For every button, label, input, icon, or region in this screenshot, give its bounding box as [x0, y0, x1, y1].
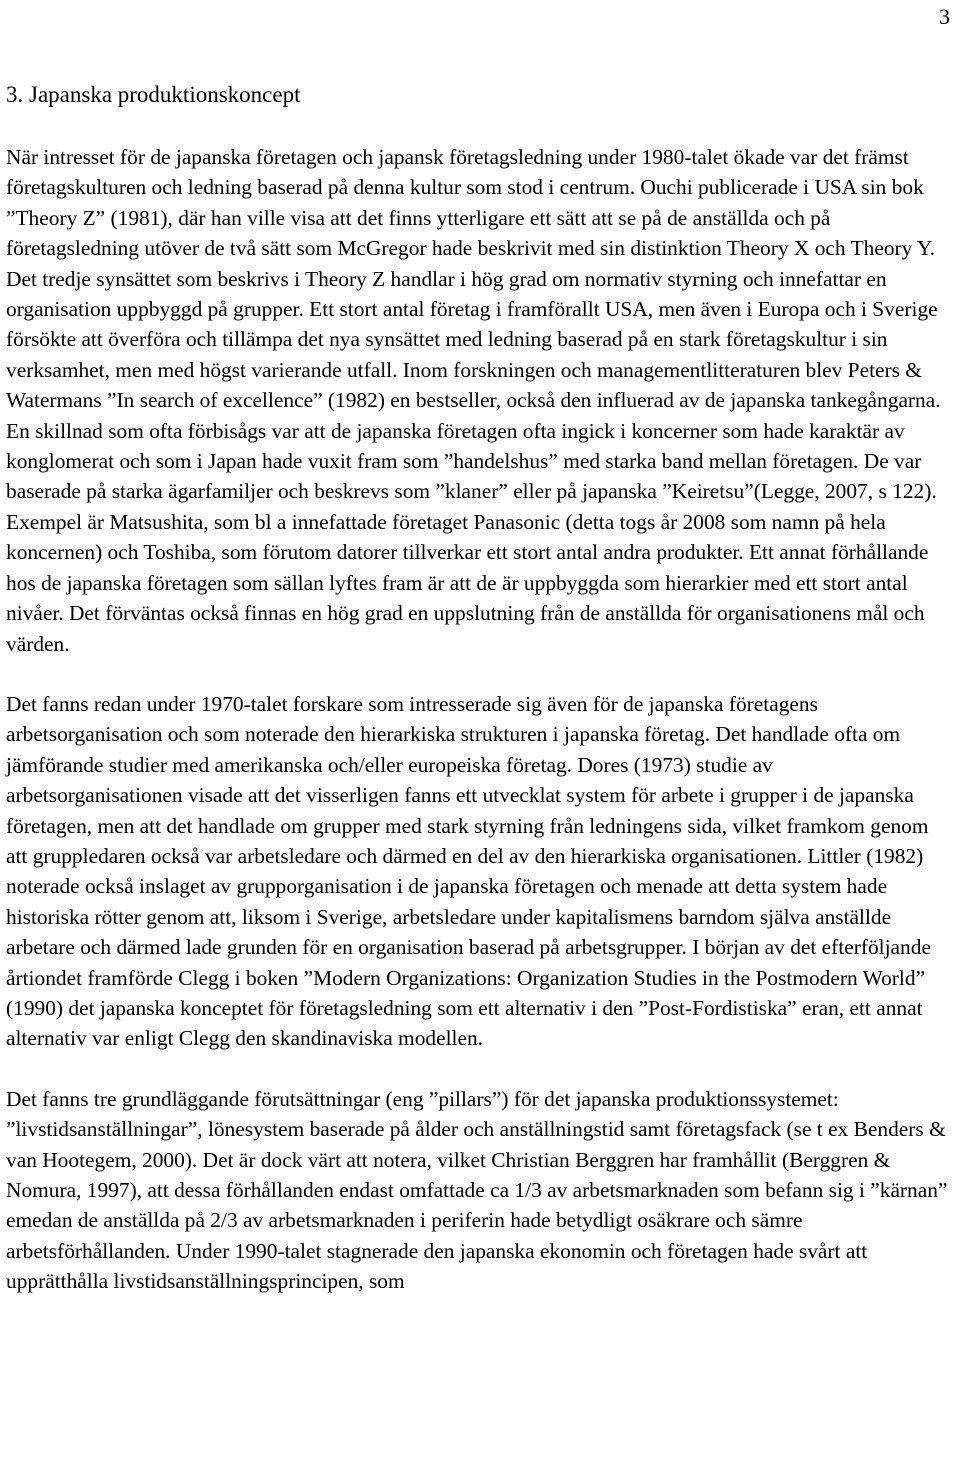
paragraph-3: Det fanns tre grundläggande förutsättningar (eng ”pillars”) för det japanska produktionssystemet: ”livstidsanställningar”, lönesystem baserade på ålder och anställningstid samt företagsfack (se t ex Benders & van Hootegem, 2000). Det är dock värt att notera, vilket Christian Berggren har framhållit (Berggren & Nomura, 1997), att dessa förhållanden endast omfattade ca 1/3 av arbetsmarknaden som befann sig i ”kärnan” emedan de anställda på 2/3 av arbetsmarknaden i periferin hade betydligt osäkrare och sämre arbetsförhållanden. Under 1990-talet stagnerade den japanska ekonomin och företagen hade svårt att upprätthålla livstidsanställningsprincipen, som [6, 1086, 948, 1294]
document-body [6, 80, 954, 1297]
paragraph-2: Det fanns redan under 1970-talet forskare som intresserade sig även för de japanska företagens arbetsorganisation och som noterade den hierarkiska strukturen i japanska företag. Det handlade ofta om jämförande studier med amerikanska och/eller europeiska företag. Dores (1973) studie av arbetsorganisationen visade att det visserligen fanns ett utvecklat system för arbete i grupper i de japanska företagen, men att det handlade om grupper med stark styrning från ledningens sida, vilket framkom genom att gruppledaren också var arbetsledare och därmed en del av den hierarkiska organisationen. Littler (1982) noterade också inslaget av grupporganisation i de japanska företagen och menade att detta system hade historiska rötter genom att, liksom i Sverige, arbetsledare under kapitalismens barndom själva anställde arbetare och därmed lade grunden för en organisation baserad på arbetsgrupper. I början av det efterföljande årtiondet framförde Clegg i boken ”Modern Organizations: Organization Studies in the Postmodern World” (1990) det japanska konceptet för företagsledning som ett alternativ i den ”Post-Fordistiska” eran, ett annat alternativ var enligt Clegg den skandinaviska modellen. [6, 691, 931, 1051]
section-heading: 3. Japanska produktionskoncept [6, 82, 301, 107]
paragraph-1: När intresset för de japanska företagen och japansk företagsledning under 1980-talet ökade var det främst företagskulturen och ledning baserad på denna kultur som stod i centrum. Ouchi publicerade i USA sin bok ”Theory Z” (1981), där han ville visa att det finns ytterligare ett sätt att se på de anställda och på företagsledning utöver de två sätt som McGregor hade beskrivit med sin distinktion Theory X och Theory Y. Det tredje synsättet som beskrivs i Theory Z handlar i hög grad om normativ styrning och innefattar en organisation uppbyggd på grupper. Ett stort antal företag i framförallt USA, men även i Europa och i Sverige försökte att överföra och tillämpa det nya synsättet med ledning baserad på en stark företagskultur i sin verksamhet, men med högst varierande utfall. Inom forskningen och managementlitteraturen blev Peters & Watermans ”In search of excellence” (1982) en bestseller, också den influerad av de japanska tankegångarna. En skillnad som ofta förbisågs var att de japanska företagen ofta ingick i koncerner som hade karaktär av konglomerat och som i Japan hade vuxit fram som ”handelshus” med starka band mellan företagen. De var baserade på starka ägarfamiljer och beskrevs som ”klaner” eller på japanska ”Keiretsu”(Legge, 2007, s 122). Exempel är Matsushita, som bl a innefattade företaget Panasonic (detta togs år 2008 som namn på hela koncernen) och Toshiba, som förutom datorer tillverkar ett stort antal andra produkter. Ett annat förhållande hos de japanska företagen som sällan lyftes fram är att de är uppbyggda som hierarkier med ett stort antal nivåer. Det förväntas också finnas en hög grad en uppslutning från de anställda för organisationens mål och värden. [6, 145, 941, 656]
page-number: 3 [939, 4, 950, 29]
